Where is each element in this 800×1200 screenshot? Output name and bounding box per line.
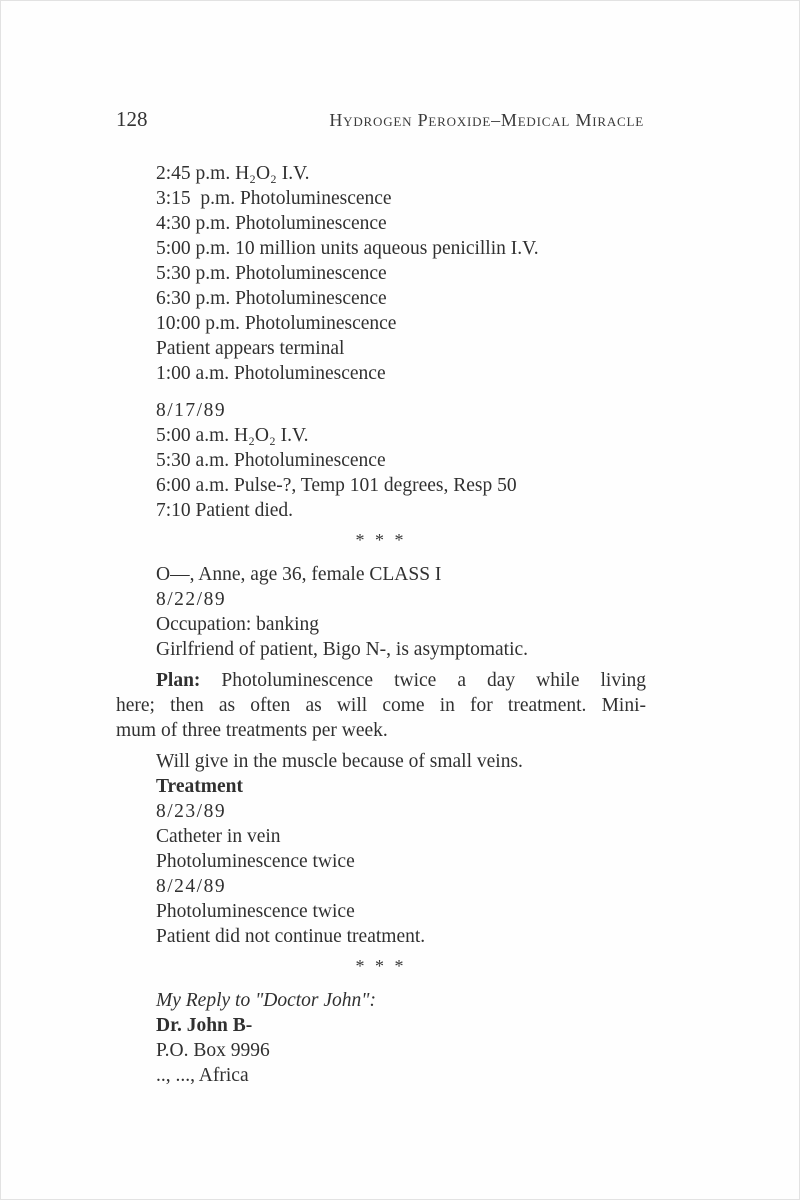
text-line: 8/23/89 xyxy=(156,801,227,822)
text-line: Patient appears terminal xyxy=(156,338,345,359)
section-separator: * * * xyxy=(355,956,407,976)
text-body xyxy=(116,161,646,1088)
text-line: 6:30 p.m. Photoluminescence xyxy=(156,288,387,309)
spacer xyxy=(116,386,646,398)
text-line: Photoluminescence twice xyxy=(156,851,355,872)
text-line: Treatment xyxy=(156,776,243,797)
text-line: 5:00 p.m. 10 million units aqueous penicillin I.V. xyxy=(156,238,539,259)
text-line: 7:10 Patient died. xyxy=(156,500,294,521)
text-line: Girlfriend of patient, Bigo N-, is asymptomatic. xyxy=(156,639,529,660)
text-line: 5:00 a.m. H₂O₂ I.V. xyxy=(156,425,309,446)
text-line: 10:00 p.m. Photoluminescence xyxy=(156,313,397,334)
text-line: Catheter in vein xyxy=(156,826,281,847)
text-line: 8/24/89 xyxy=(156,876,227,897)
text-line: 8/17/89 xyxy=(156,400,227,421)
text-line: P.O. Box 9996 xyxy=(156,1040,270,1061)
text-line: mum of three treatments per week. xyxy=(116,720,388,741)
text-line: 8/22/89 xyxy=(156,589,227,610)
page-number: 128 xyxy=(116,107,148,131)
text-line: Dr. John B- xyxy=(156,1015,253,1036)
running-head: Hydrogen Peroxide–Medical Miracle xyxy=(329,110,644,130)
text-line: Will give in the muscle because of small veins. xyxy=(156,751,523,772)
text-line: .., ..., Africa xyxy=(156,1065,249,1086)
text-line: Photoluminescence twice xyxy=(156,901,355,922)
text-line: 1:00 a.m. Photoluminescence xyxy=(156,363,386,384)
text-line: Patient did not continue treatment. xyxy=(156,926,426,947)
text-line: 5:30 p.m. Photoluminescence xyxy=(156,263,387,284)
text-line: Occupation: banking xyxy=(156,614,319,635)
section-separator: * * * xyxy=(355,530,407,550)
text-line: 2:45 p.m. H₂O₂ I.V. xyxy=(156,163,310,184)
page-header xyxy=(116,107,644,132)
text-line: 6:00 a.m. Pulse-?, Temp 101 degrees, Resp 50 xyxy=(156,475,517,496)
text-line: 5:30 a.m. Photoluminescence xyxy=(156,450,386,471)
text-line: 4:30 p.m. Photoluminescence xyxy=(156,213,387,234)
bold-lead: Plan: xyxy=(156,670,201,691)
text-line: My Reply to "Doctor John": xyxy=(156,990,376,1011)
text-line: O—, Anne, age 36, female CLASS I xyxy=(156,564,442,585)
text-line: 3:15 p.m. Photoluminescence xyxy=(156,188,392,209)
text-line: here; then as often as will come in for treatment. Mini- xyxy=(116,695,646,716)
text-line: Plan: Photoluminescence twice a day while living xyxy=(156,670,646,691)
